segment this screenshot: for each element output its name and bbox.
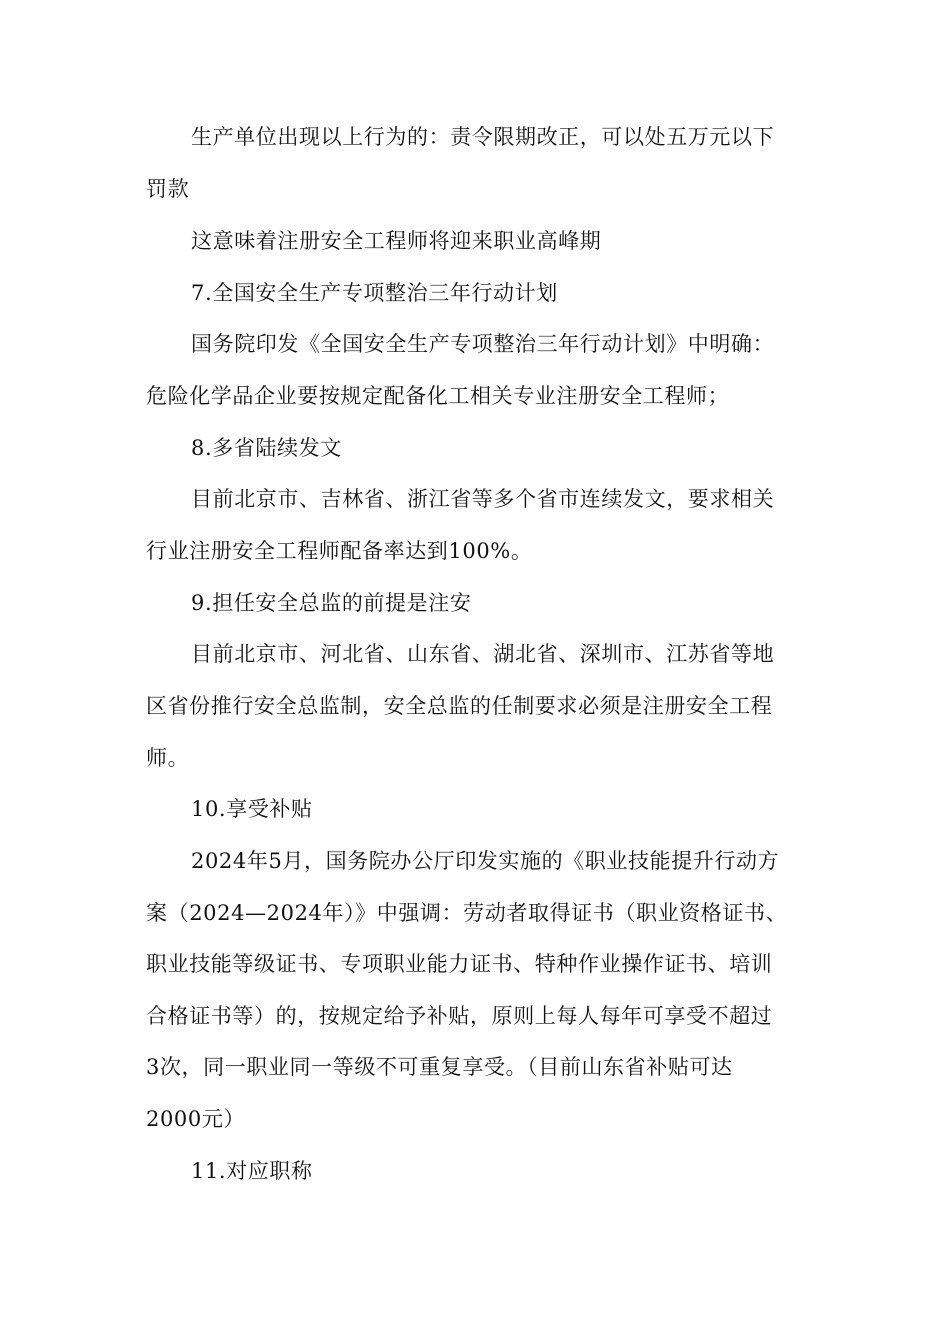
paragraph-line: 合格证书等）的，按规定给予补贴，原则上每人每年可享受不超过 [146,1004,773,1028]
paragraph-line: 国务院印发《全国安全生产专项整治三年行动计划》中明确： [191,332,775,356]
paragraph-line: 案（2024—2024年）》中强调：劳动者取得证书（职业资格证书、 [146,901,788,925]
section-heading: 9.担任安全总监的前提是注安 [191,591,472,615]
paragraph-line: 行业注册安全工程师配备率达到100%。 [146,539,533,563]
section-heading: 11.对应职称 [191,1159,313,1183]
paragraph-line: 师。 [146,746,190,770]
paragraph-line: 职业技能等级证书、专项职业能力证书、特种作业操作证书、培训 [146,952,773,976]
paragraph-line: 危险化学品企业要按规定配备化工相关专业注册安全工程师； [146,384,730,408]
paragraph-line: 区省份推行安全总监制，安全总监的任制要求必须是注册安全工程 [146,694,773,718]
paragraph-line: 2024年5月，国务院办公厅印发实施的《职业技能提升行动方 [191,849,780,873]
section-heading: 10.享受补贴 [191,797,313,821]
paragraph-line: 3次，同一职业同一等级不可重复享受。（目前山东省补贴可达 [146,1055,733,1079]
paragraph-line: 2000元） [146,1107,246,1131]
paragraph-line: 目前北京市、河北省、山东省、湖北省、深圳市、江苏省等地 [191,642,775,666]
section-heading: 7.全国安全生产专项整治三年行动计划 [191,281,558,305]
paragraph-line: 生产单位出现以上行为的：责令限期改正，可以处五万元以下 [191,125,775,149]
paragraph-line: 罚款 [146,177,190,201]
paragraph-line: 目前北京市、吉林省、浙江省等多个省市连续发文，要求相关 [191,487,775,511]
section-heading: 8.多省陆续发文 [191,436,342,460]
paragraph-line: 这意味着注册安全工程师将迎来职业高峰期 [191,229,602,253]
